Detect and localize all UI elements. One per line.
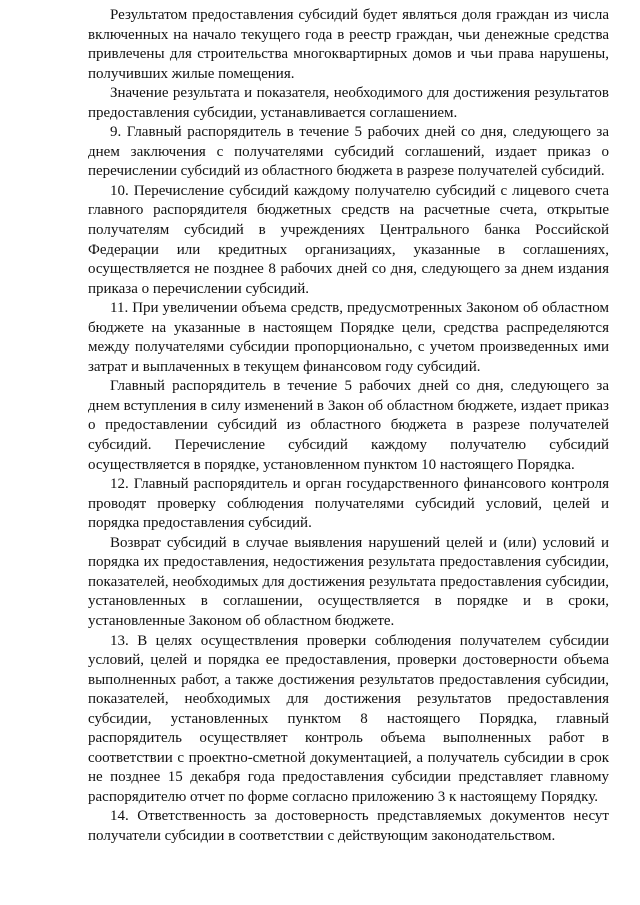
paragraph-item-11: 11. При увеличении объема средств, предусмотренных Законом об областном бюджете на указанные в настоящем Порядке цели, средства распределяются между получателями субсидии пропорционально, с учетом произведенных ими затрат и выплаченных в текущем финансовом году субсидий. bbox=[88, 300, 609, 375]
paragraph-item-12: 12. Главный распорядитель и орган государственного финансового контроля проводят проверку соблюдения получателями субсидий условий, целей и порядка предоставления субсидий. bbox=[88, 476, 609, 532]
paragraph-item-12-refund: Возврат субсидий в случае выявления нарушений целей и (или) условий и порядка их предоставления, недостижения результата предоставления субсидии, показателей, необходимых для достижения результата предоставления субсидии, установленных в соглашении, осуществляется в порядке и в сроки, установленные Законом об областном бюджете. bbox=[88, 534, 609, 629]
document-page bbox=[88, 6, 609, 847]
paragraph-item-10: 10. Перечисление субсидий каждому получателю субсидий с лицевого счета главного распорядителя бюджетных средств на расчетные счета, открытые получателям субсидий в учреждениях Центрального банка Российской Федерации или кредитных организациях, указанные в соглашениях, осуществляется не позднее 8 рабочих дней со дня, следующего за днем издания приказа о перечислении субсидий. bbox=[88, 182, 609, 297]
paragraph-item-14: 14. Ответственность за достоверность представляемых документов несут получатели субсидии в соответствии с действующим законодательством. bbox=[88, 808, 609, 844]
paragraph-result-value: Значение результата и показателя, необходимого для достижения результатов предоставления субсидии, устанавливается соглашением. bbox=[88, 85, 609, 121]
paragraph-item-11-continued: Главный распорядитель в течение 5 рабочих дней со дня, следующего за днем вступления в силу изменений в Закон об областном бюджете, издает приказ о предоставлении субсидий из областного бюджета в разрезе получателей субсидий. Перечисление субсидий каждому получателю субсидий осуществляется в порядке, установленном пунктом 10 настоящего Порядка. bbox=[88, 378, 609, 473]
paragraph-item-13: 13. В целях осуществления проверки соблюдения получателем субсидии условий, целей и порядка ее предоставления, проверки достоверности объема выполненных работ, а также достижения результатов предоставления субсидии, показателей, необходимых для достижения результатов предоставления субсидии, установленных пунктом 8 настоящего Порядка, главный распорядитель осуществляет контроль объема выполненных работ в соответствии с проектно-сметной документацией, а получатель субсидии в срок не позднее 15 декабря года предоставления субсидии представляет главному распорядителю отчет по форме согласно приложению 3 к настоящему Порядку. bbox=[88, 632, 609, 805]
paragraph-result-share: Результатом предоставления субсидий будет являться доля граждан из числа включенных на начало текущего года в реестр граждан, чьи денежные средства привлечены для строительства многоквартирных домов и чьи права нарушены, получивших жилые помещения. bbox=[88, 7, 609, 82]
paragraph-item-9: 9. Главный распорядитель в течение 5 рабочих дней со дня, следующего за днем заключения с получателями субсидий соглашений, издает приказ о перечислении субсидий из областного бюджета в разрезе получателей субсидий. bbox=[88, 124, 609, 180]
